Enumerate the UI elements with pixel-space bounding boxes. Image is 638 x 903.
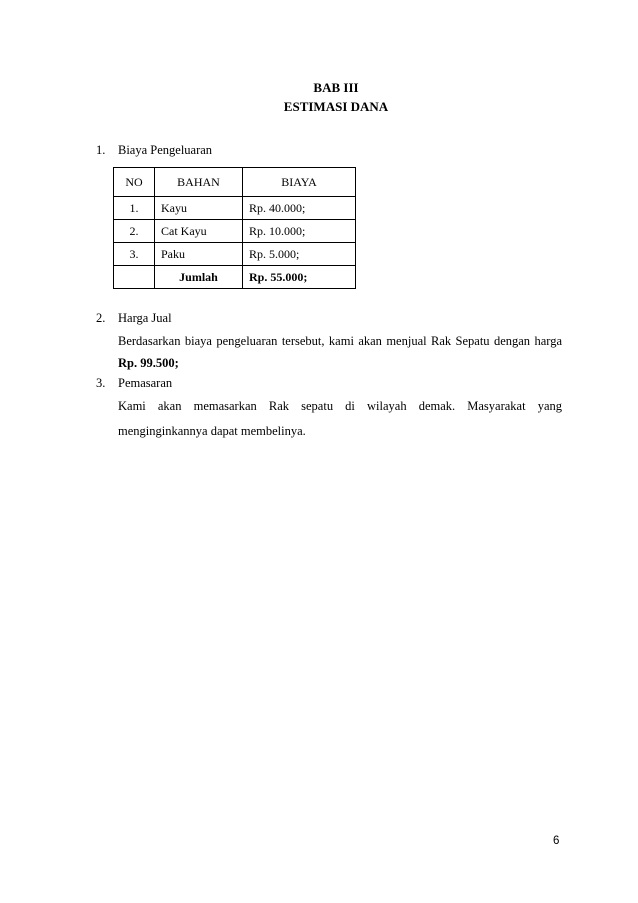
table-row — [114, 220, 356, 243]
section-3-label: Pemasaran — [118, 376, 173, 390]
section-3-text-line-1: Kami akan memasarkan Rak sepatu di wilayah demak. Masyarakat yang — [118, 399, 562, 413]
table-header-no: NO — [114, 168, 155, 197]
chapter-title: ESTIMASI DANA — [283, 99, 389, 114]
section-3-title — [96, 376, 172, 391]
table-cell-no: 2. — [114, 220, 155, 243]
table-cell-no: 3. — [114, 243, 155, 266]
table-cell-bahan: Cat Kayu — [155, 220, 243, 243]
table-row — [114, 243, 356, 266]
table-row — [114, 197, 356, 220]
section-3-number: 3. — [96, 376, 106, 390]
table-header-row — [114, 168, 356, 197]
expense-table — [113, 167, 356, 289]
section-2-price: Rp. 99.500; — [118, 356, 179, 370]
table-header-biaya: BIAYA — [243, 168, 356, 197]
table-total-row — [114, 266, 356, 289]
table-cell-biaya: Rp. 40.000; — [243, 197, 356, 220]
table-cell-bahan: Paku — [155, 243, 243, 266]
table-cell-biaya: Rp. 5.000; — [243, 243, 356, 266]
table-cell-bahan: Kayu — [155, 197, 243, 220]
section-2-number: 2. — [96, 311, 106, 325]
table-total-label: Jumlah — [155, 266, 243, 289]
table-cell-biaya: Rp. 10.000; — [243, 220, 356, 243]
section-1-title — [96, 143, 212, 158]
table-cell-no: 1. — [114, 197, 155, 220]
table-header-bahan: BAHAN — [155, 168, 243, 197]
table-cell-empty — [114, 266, 155, 289]
page-number: 6 — [553, 835, 560, 847]
chapter-heading: BAB III — [313, 80, 359, 95]
section-3-text-line-2: menginginkannya dapat membelinya. — [118, 424, 306, 438]
section-1-number: 1. — [96, 143, 106, 157]
section-2-label: Harga Jual — [118, 311, 172, 325]
section-2-text: Berdasarkan biaya pengeluaran tersebut, kami akan menjual Rak Sepatu dengan harga — [118, 334, 562, 348]
table-total-value: Rp. 55.000; — [243, 266, 356, 289]
section-1-label: Biaya Pengeluaran — [118, 143, 213, 157]
section-2-title — [96, 311, 172, 326]
